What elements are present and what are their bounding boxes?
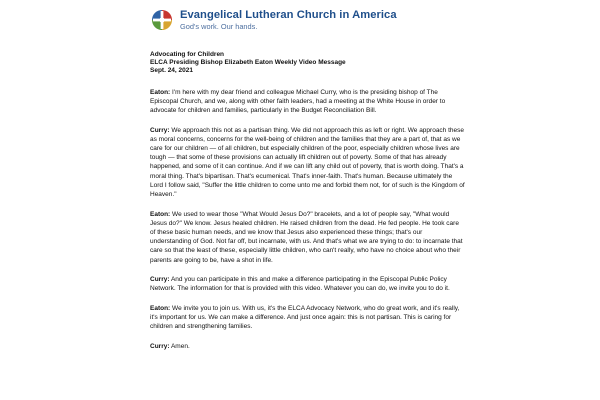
title-line-2: ELCA Presiding Bishop Elizabeth Eaton Weekly Video Message xyxy=(150,59,346,67)
paragraph-text: Amen. xyxy=(170,343,190,351)
paragraph-4 xyxy=(150,275,465,293)
paragraph-2 xyxy=(150,126,465,200)
speaker-label: Curry: xyxy=(150,276,170,284)
paragraph-text-before: We invite you to join us. With us, it's the ELCA Advocacy Network, who do great work, and it's really, it's important for us. We xyxy=(150,305,460,322)
title-line-1: Advocating for Children xyxy=(150,51,225,58)
speaker-label: Curry: xyxy=(150,343,170,351)
title-line-3: Sept. 24, 2021 xyxy=(150,67,193,75)
paragraph-6 xyxy=(150,342,465,351)
speaker-label: Eaton: xyxy=(150,305,171,313)
paragraph-5 xyxy=(150,304,465,332)
paragraph-text: We used to wear those "What Would Jesus Do?" bracelets, and a lot of people say, "What would Jesus do?" We know. Jesus healed children. He raised children from the dead. He fed people. He took care of these basic human needs, and we know that Jesus also experienced these things; that's our understanding of God. Not far off, but incarnate, with us. And that's what we are trying to do: to incarnate that care so that the least of these, especially little children, who can't really, who have no choice about who their parents are going to be, have a shot in life. xyxy=(150,210,463,264)
document-heading xyxy=(150,51,465,76)
paragraph-text: And you can participate in this and make a difference participating in the Episcopal Public Policy Network. The information for that is provided with this video. Whatever you can do, we invite you to do it. xyxy=(150,276,450,293)
paragraph-1 xyxy=(150,88,465,116)
speaker-label: Eaton: xyxy=(150,210,171,218)
paragraph-3 xyxy=(150,210,465,265)
org-tagline: God's work. Our hands. xyxy=(180,21,258,31)
paragraph-text: I'm here with my dear friend and colleague Michael Curry, who is the presiding bishop of The Episcopal Church, and we, along with other faith leaders, had a meeting at the White House in order to advocate for children and families, particularly in the Budget Reconciliation Bill. xyxy=(150,88,446,115)
paragraph-text-emphasis: can xyxy=(219,314,231,322)
paragraph-text-after: make a difference. And just once again: this is not partisan. This is caring for children and strengthening families. xyxy=(150,314,452,331)
transcript-body xyxy=(150,40,465,362)
speaker-label: Curry: xyxy=(150,126,170,134)
elca-cross-logo-icon xyxy=(150,8,174,32)
org-name: Evangelical Lutheran Church in America xyxy=(180,8,397,21)
speaker-label: Eaton: xyxy=(150,88,171,96)
paragraph-text: We approach this not as a partisan thing. We did not approach this as left or right. We approach these as moral concerns, concerns for the well-being of children and the families that they are a part of, that as we care for our children — of all children, but especially children of the poor, especially children whose lives are tough — that some of these provisions can actually lift children out of poverty. Some of that has already happened, and some of it can continue. And if we can lift any child out of poverty, that is worth doing. That's a moral thing. That's bipartisan. That's ecumenical. That's inner-faith. That's human. Because ultimately the Lord I follow said, "Suffer the little children to come unto me and forbid them not, for of such is the Kingdom of Heaven." xyxy=(150,126,465,199)
elca-logo xyxy=(150,8,397,32)
